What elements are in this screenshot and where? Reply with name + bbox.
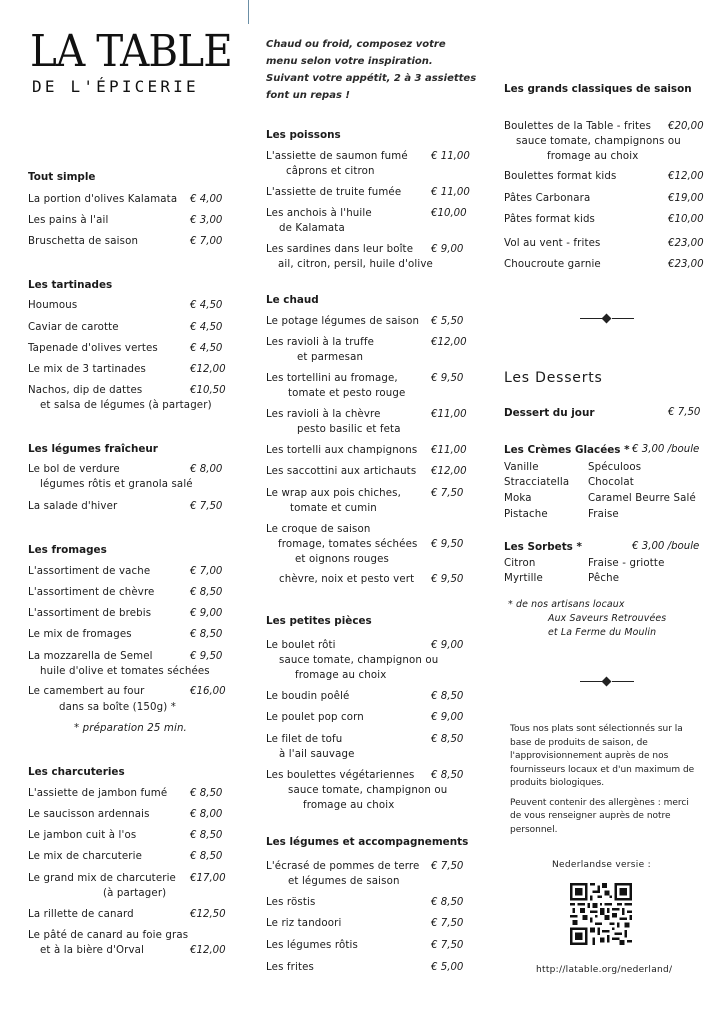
menu-item-price: € 8,50 [431,770,464,781]
menu-item-description: ail, citron, persil, huile d'olive [278,259,433,270]
section-title: Les poissons [266,129,341,141]
menu-item-price: € 9,00 [431,244,464,255]
menu-item-name: La portion d'olives Kalamata [28,194,178,205]
menu-item-description: et salsa de légumes (à partager) [40,400,212,411]
dutch-version-label: Nederlandse versie : [552,860,651,870]
menu-item-description: légumes rôtis et granola salé [40,479,193,490]
menu-item-name: Les ravioli à la truffe [266,337,375,348]
menu-item-name: Le boulet rôti [266,640,336,651]
menu-item-description: fromage au choix [547,151,639,162]
section-title: Les grands classiques de saison [504,83,692,95]
intro-text: Chaud ou froid, composez votre menu selon votre inspiration. Suivant votre appétit, 2 à 3 assiettes font un repas ! [266,39,477,101]
menu-item-name: Vol au vent - frites [504,238,601,249]
menu-item-price: €16,00 [190,686,226,697]
menu-item-name: Les tortelli aux champignons [266,445,418,456]
menu-item-price: €12,00 [431,337,467,348]
menu-item-price: € 4,00 [190,194,223,205]
menu-item-price: € 8,50 [431,691,464,702]
flavor: Vanille [504,462,539,473]
sorbets-title: Les Sorbets * [504,541,582,553]
menu-item-price: €11,00 [431,445,467,456]
menu-item-name: La rillette de canard [28,909,134,920]
menu-item-name: L'assortiment de vache [28,566,151,577]
menu-item-price: € 5,50 [431,316,464,327]
menu-item-price: €12,00 [431,466,467,477]
preparation-note: * préparation 25 min. [74,723,187,734]
flavor: Citron [504,558,536,569]
menu-item-name: Le boudin poêlé [266,691,350,702]
menu-item-name: Les tortellini au fromage, [266,373,398,384]
menu-item-description: de Kalamata [279,223,345,234]
menu-item-name: Le pâté de canard au foie gras [28,930,189,941]
menu-item-name: La salade d'hiver [28,501,118,512]
menu-item-price: €12,00 [668,171,704,182]
glaces-title: Les Crèmes Glacées * [504,444,630,456]
menu-item-description: et à la bière d'Orval [40,945,145,956]
menu-item-price: € 5,00 [431,962,464,973]
allergen-paragraph: Peuvent contenir des allergènes : merci de vous renseigner auprès de notre personnel. [510,797,689,835]
menu-item-price: € 8,50 [190,629,223,640]
menu-item-price: € 9,00 [431,712,464,723]
menu-item-name: Bruschetta de saison [28,236,139,247]
menu-item-name: Boulettes format kids [504,171,617,182]
menu-item-price: € 7,00 [190,566,223,577]
menu-item-description: à l'ail sauvage [279,749,355,760]
menu-item-name: Le mix de fromages [28,629,132,640]
menu-item-name: Caviar de carotte [28,322,119,333]
menu-item-price: € 8,50 [190,587,223,598]
menu-item-price: € 8,50 [431,897,464,908]
flavor: Moka [504,493,532,504]
sourcing-paragraph: Tous nos plats sont sélectionnés sur la base de produits de saison, de l'approvisionnement auprès de nos fournisseurs locaux et d'un maximum de produits biologiques. [510,724,695,788]
flavor: Pêche [588,573,620,584]
menu-item-price: €19,00 [668,193,704,204]
menu-item-price: € 7,50 [431,918,464,929]
menu-item-name: Le mix de charcuterie [28,851,143,862]
menu-item-name: Les boulettes végétariennes [266,770,415,781]
dessert-du-jour-name: Dessert du jour [504,407,595,419]
menu-item-price: € 4,50 [190,322,223,333]
ornament-divider [580,314,634,323]
flavor: Pistache [504,509,548,520]
ornament-divider [580,677,634,686]
menu-item-name: Le grand mix de charcuterie [28,873,176,884]
menu-item-price: €23,00 [668,259,704,270]
menu-item-description: sauce tomate, champignon ou [279,655,439,666]
menu-item-name: Les ravioli à la chèvre [266,409,381,420]
menu-item-name: Les röstis [266,897,316,908]
flavor: Caramel Beurre Salé [588,493,696,504]
section-title: Les fromages [28,544,107,556]
section-title: Les charcuteries [28,766,125,778]
menu-item-price: €10,00 [431,208,467,219]
menu-item-price: € 7,50 [190,501,223,512]
flavor: Stracciatella [504,477,570,488]
menu-item-price: € 9,50 [431,574,464,585]
section-title: Les légumes et accompagnements [266,836,469,848]
menu-item-price: € 7,50 [431,488,464,499]
menu-item-name: Les légumes rôtis [266,940,358,951]
sourcing-note [510,723,700,837]
menu-item-name: Pâtes Carbonara [504,193,591,204]
menu-item-name: L'assiette de truite fumée [266,187,402,198]
menu-item-price: € 7,50 [431,940,464,951]
menu-item-name: L'écrasé de pommes de terre [266,861,420,872]
menu-item-price: € 11,00 [431,151,470,162]
menu-item-name: chèvre, noix et pesto vert [279,574,415,585]
sorbets-price: € 3,00 /boule [632,541,700,552]
section-title: Les petites pièces [266,615,372,627]
section-title: Le chaud [266,294,319,306]
menu-item-name: L'assiette de jambon fumé [28,788,168,799]
menu-item-name: L'assortiment de chèvre [28,587,155,598]
section-title: Les légumes fraîcheur [28,443,158,455]
flavor: Spéculoos [588,462,642,473]
flavor: Chocolat [588,477,634,488]
menu-item-price: €12,00 [190,945,226,956]
menu-item-price: €10,50 [190,385,226,396]
top-divider [248,0,249,24]
artisans-note: * de nos artisans locaux [508,599,625,610]
section-title: Les tartinades [28,279,113,291]
menu-item-price: € 8,00 [190,464,223,475]
menu-item-price: €10,00 [668,214,704,225]
menu-item-price: € 4,50 [190,343,223,354]
menu-item-description: fromage au choix [295,670,387,681]
flavor: Fraise [588,509,619,520]
menu-item-price: € 9,00 [190,608,223,619]
menu-item-price: €17,00 [190,873,226,884]
menu-item-description: sauce tomate, champignon ou [288,785,448,796]
menu-item-name: Boulettes de la Table - frites [504,121,652,132]
menu-item-price: € 8,50 [190,830,223,841]
menu-item-price: € 9,50 [190,651,223,662]
menu-item-description: câprons et citron [286,166,375,177]
menu-item-description: et oignons rouges [295,554,389,565]
menu-item-name: Les sardines dans leur boîte [266,244,414,255]
menu-item-price: € 11,00 [431,187,470,198]
menu-item-name: Les pains à l'ail [28,215,109,226]
menu-item-name: La mozzarella de Semel [28,651,153,662]
section-title: Tout simple [28,171,96,183]
menu-item-description: fromage au choix [303,800,395,811]
menu-item-price: €12,50 [190,909,226,920]
menu-item-price: € 7,00 [190,236,223,247]
logo-title: LA TABLE [30,26,232,77]
menu-item-name: Le jambon cuit à l'os [28,830,137,841]
menu-item-description: et parmesan [297,352,364,363]
artisans-note: et La Ferme du Moulin [548,627,657,638]
menu-item-price: € 3,00 [190,215,223,226]
flavor: Myrtille [504,573,543,584]
menu-item-price: € 4,50 [190,300,223,311]
menu-item-description: tomate et cumin [290,503,377,514]
dessert-du-jour-price: € 7,50 [668,407,701,418]
desserts-title: Les Desserts [504,370,603,386]
artisans-note: Aux Saveurs Retrouvées [548,613,667,624]
menu-item-price: € 7,50 [431,861,464,872]
menu-item-name: Le wrap aux pois chiches, [266,488,402,499]
menu-item-name: Choucroute garnie [504,259,601,270]
glaces-price: € 3,00 /boule [632,444,700,455]
menu-item-name: Le mix de 3 tartinades [28,364,147,375]
menu-item-name: Nachos, dip de dattes [28,385,143,396]
logo-subtitle: DE L'ÉPICERIE [32,77,199,96]
menu-item-price: € 8,50 [431,734,464,745]
menu-item-name: Les anchois à l'huile [266,208,372,219]
menu-item-name: Les frites [266,962,314,973]
menu-item-name: Le saucisson ardennais [28,809,150,820]
menu-item-name: L'assiette de saumon fumé [266,151,408,162]
menu-item-name: Le filet de tofu [266,734,343,745]
menu-item-name: Le camembert au four [28,686,145,697]
menu-item-name: Le potage légumes de saison [266,316,420,327]
menu-item-price: € 8,50 [190,851,223,862]
menu-item-name: Le poulet pop corn [266,712,364,723]
menu-item-description: fromage, tomates séchées [278,539,418,550]
menu-item-name: Tapenade d'olives vertes [28,343,158,354]
menu-item-name: Pâtes format kids [504,214,596,225]
menu-item-description: tomate et pesto rouge [288,388,406,399]
menu-item-name: L'assortiment de brebis [28,608,152,619]
menu-item-price: €11,00 [431,409,467,420]
menu-item-name: Le bol de verdure [28,464,120,475]
menu-item-description: et légumes de saison [288,876,400,887]
menu-item-price: €23,00 [668,238,704,249]
menu-item-name: Le riz tandoori [266,918,342,929]
menu-item-price: €20,00 [668,121,704,132]
qr-code-icon[interactable] [570,883,632,945]
menu-item-name: Le croque de saison [266,524,371,535]
menu-item-description: huile d'olive et tomates séchées [40,666,210,677]
menu-item-name: Les saccottini aux artichauts [266,466,417,477]
menu-item-price: € 8,00 [190,809,223,820]
menu-item-price: € 8,50 [190,788,223,799]
menu-item-price: € 9,00 [431,640,464,651]
menu-item-description: sauce tomate, champignons ou [516,136,681,147]
menu-item-description: (à partager) [103,888,167,899]
menu-item-price: €12,00 [190,364,226,375]
dutch-version-link[interactable]: http://latable.org/nederland/ [536,965,673,975]
flavor: Fraise - griotte [588,558,665,569]
menu-item-name: Houmous [28,300,78,311]
menu-item-description: dans sa boîte (150g) * [59,702,177,713]
menu-item-description: pesto basilic et feta [297,424,401,435]
menu-item-price: € 9,50 [431,373,464,384]
menu-item-price: € 9,50 [431,539,464,550]
